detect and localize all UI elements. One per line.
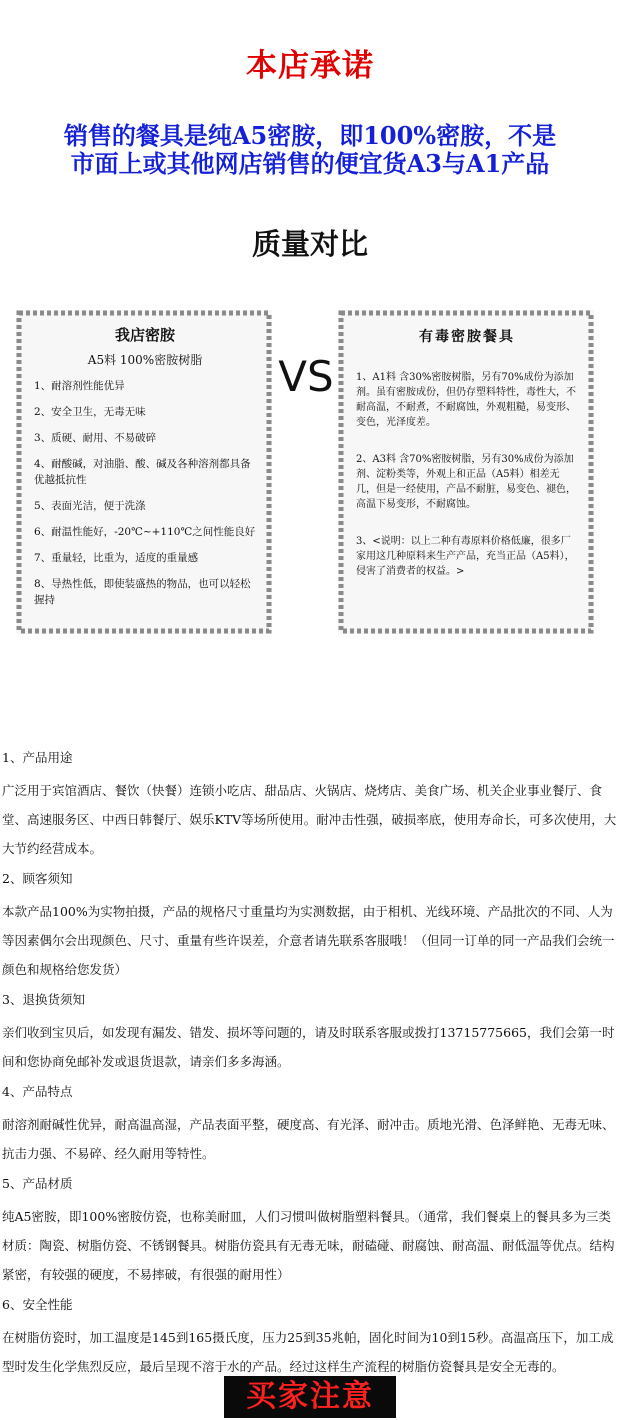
our-melamine-panel bbox=[16, 310, 272, 634]
toxic-melamine-item: 2、A3料 含70%密胺树脂，另有30%成份为添加剂、淀粉类等，外观上和正品（A5料）相差无几，但是一经使用，产品不耐脏，易变色、褪色，高温下易变形，不耐腐蚀。 bbox=[356, 454, 576, 510]
our-melamine-item: 5、表面光洁，便于洗涤 bbox=[34, 500, 146, 512]
section-title: 3、退换货须知 bbox=[2, 992, 85, 1007]
section-body: 纯A5密胺，即100%密胺仿瓷，也称美耐皿，人们习惯叫做树脂塑料餐具。（通常，我们餐桌上的餐具多为三类材质：陶瓷、树脂仿瓷、不锈钢餐具。树脂仿瓷具有无毒无味，耐磕碰、耐腐蚀、耐高温、耐低温等优点。结构紧密，有较强的硬度，不易摔破，有很强的耐用性） bbox=[2, 1209, 615, 1282]
section-body: 在树脂仿瓷时，加工温度是145到165摄氏度，压力25到35兆帕，固化时间为10到15秒。高温高压下，加工成型时发生化学焦烈反应，最后呈现不溶于水的产品。经过这样生产流程的树脂仿瓷餐具是安全无毒的。 bbox=[2, 1330, 614, 1374]
product-info-sections bbox=[2, 748, 618, 1387]
buyer-notice-banner: 买家注意 bbox=[224, 1376, 396, 1418]
compare-title: 质量对比 bbox=[251, 227, 368, 261]
toxic-melamine-heading: 有毒密胺餐具 bbox=[419, 329, 515, 345]
vs-label: VS bbox=[278, 352, 334, 401]
our-melamine-item: 7、重量轻，比重为，适度的重量感 bbox=[34, 552, 199, 564]
our-melamine-content bbox=[34, 324, 256, 618]
section-body: 耐溶剂耐碱性优异，耐高温高湿，产品表面平整，硬度高、有光泽、耐冲击。质地光滑、色泽鲜艳、无毒无味、抗击力强、不易碎、经久耐用等特性。 bbox=[2, 1117, 615, 1161]
our-melamine-heading: 我店密胺 bbox=[114, 326, 175, 344]
toxic-melamine-item: 1、A1料 含30%密胺树脂，另有70%成份为添加剂。虽有密胺成份，但仍存塑料特性，毒性大，不耐高温，不耐煮，不耐腐蚀，外观粗糙，易变形、变色，光泽度差。 bbox=[356, 372, 576, 428]
claim-line-1: 销售的餐具是纯A5密胺，即100%密胺，不是 bbox=[63, 121, 557, 150]
section-body: 广泛用于宾馆酒店、餐饮（快餐）连锁小吃店、甜品店、火锅店、烧烤店、美食广场、机关企业事业餐厅、食堂、高速服务区、中西日韩餐厅、娱乐KTV等场所使用。耐冲击性强，破损率底，使用寿命长，可多次使用，大大节约经营成本。 bbox=[2, 783, 617, 856]
section-body: 本款产品100%为实物拍摄，产品的规格尺寸重量均为实测数据，由于相机、光线环境、产品批次的不同、人为等因素偶尔会出现颜色、尺寸、重量有些许误差，介意者请先联系客服哦！（但同一订单的同一产品我们会统一颜色和规格给您发货） bbox=[2, 904, 615, 977]
promise-title: 本店承诺 bbox=[246, 48, 374, 84]
section-title: 4、产品特点 bbox=[2, 1084, 73, 1099]
toxic-melamine-item: 3、<说明：以上二种有毒原料价格低廉，很多厂家用这几种原料来生产产品，充当正品（A5料），侵害了消费者的权益。> bbox=[356, 536, 575, 577]
our-melamine-subheading: A5料 100%密胺树脂 bbox=[87, 353, 203, 367]
quality-claim bbox=[0, 122, 620, 178]
toxic-melamine-panel bbox=[338, 310, 594, 634]
section-title: 5、产品材质 bbox=[2, 1176, 73, 1191]
section-title: 2、顾客须知 bbox=[2, 871, 73, 886]
claim-line-2: 市面上或其他网店销售的便宜货A3与A1产品 bbox=[70, 149, 550, 178]
our-melamine-item: 6、耐温性能好，-20℃~+110℃之间性能良好 bbox=[34, 526, 256, 538]
our-melamine-item: 1、耐溶剂性能优异 bbox=[34, 380, 125, 392]
our-melamine-item: 4、耐酸碱，对油脂、酸、碱及各种溶剂都具备优越抵抗性 bbox=[34, 458, 251, 486]
section-title: 6、安全性能 bbox=[2, 1297, 73, 1312]
our-melamine-item: 2、安全卫生，无毒无味 bbox=[34, 406, 146, 418]
section-body: 亲们收到宝贝后，如发现有漏发、错发、损坏等问题的，请及时联系客服或拨打13715775665，我们会第一时间和您协商免邮补发或退货退款，请亲们多多海涵。 bbox=[2, 1025, 615, 1069]
our-melamine-item: 8、导热性低，即使装盛热的物品，也可以轻松握持 bbox=[34, 578, 251, 606]
our-melamine-item: 3、质硬、耐用、不易破碎 bbox=[34, 432, 157, 444]
section-title: 1、产品用途 bbox=[2, 750, 73, 765]
toxic-melamine-content bbox=[356, 324, 578, 601]
